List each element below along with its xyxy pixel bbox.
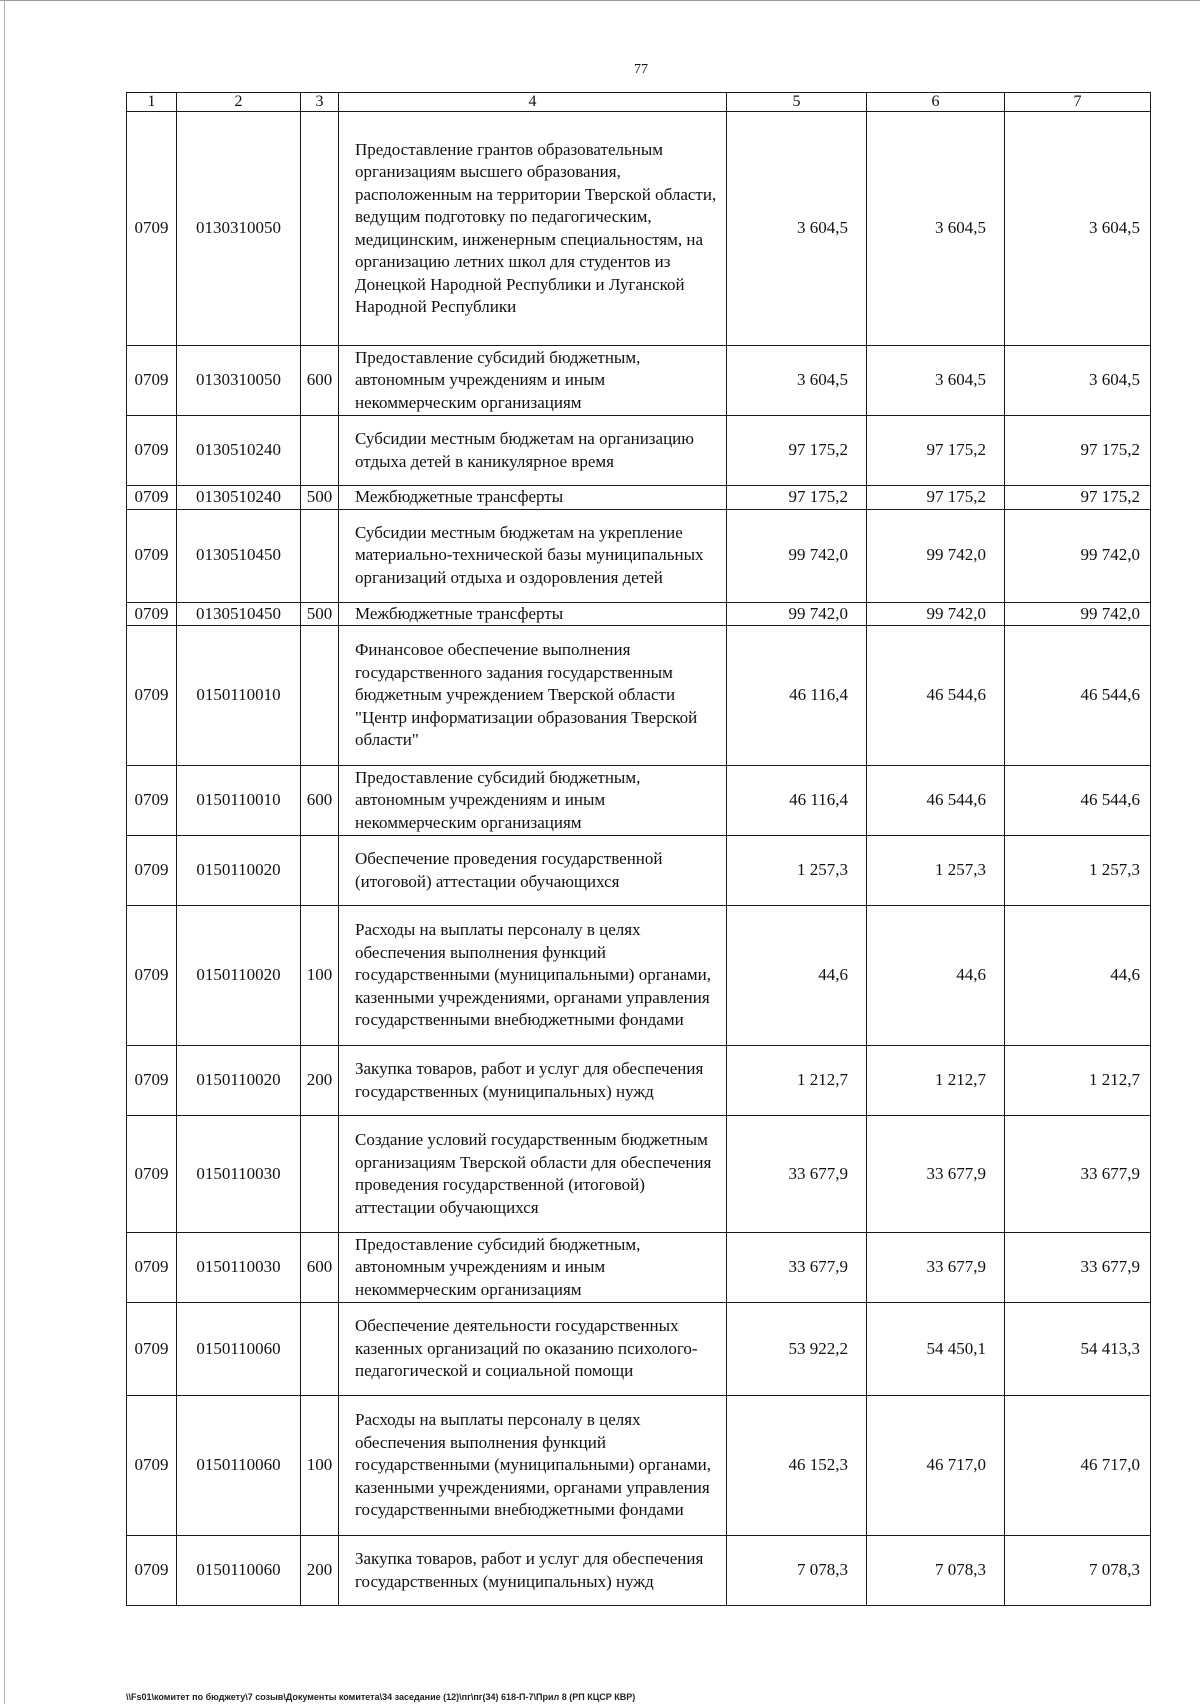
table-row — [127, 1116, 1151, 1233]
section-code-cell: 0709 — [127, 1233, 177, 1303]
amount-col6-cell: 99 742,0 — [867, 509, 1005, 602]
expense-type-cell: 600 — [301, 766, 339, 836]
description-cell: Предоставление грантов образовательным организациям высшего образования, расположенным на территории Тверской области, ведущим подготовку по педагогическим, медицинским, инженерным специальностям, на организацию летних школ для студентов из Донецкой Народной Республики и Луганской Народной Республики — [339, 112, 727, 346]
amount-col5-cell: 33 677,9 — [727, 1116, 867, 1233]
expense-type-cell — [301, 626, 339, 766]
column-header: 5 — [727, 93, 867, 112]
amount-col6-cell: 33 677,9 — [867, 1233, 1005, 1303]
amount-col6-cell: 46 544,6 — [867, 766, 1005, 836]
description-cell: Предоставление субсидий бюджетным, автономным учреждениям и иным некоммерческим организациям — [339, 766, 727, 836]
target-code-cell: 0150110020 — [177, 906, 301, 1046]
section-code-cell: 0709 — [127, 1116, 177, 1233]
amount-col6-cell: 1 212,7 — [867, 1046, 1005, 1116]
description-cell: Обеспечение деятельности государственных казенных организаций по оказанию психолого-педагогической и социальной помощи — [339, 1303, 727, 1396]
target-code-cell: 0130310050 — [177, 112, 301, 346]
budget-table — [126, 92, 1151, 1606]
amount-col6-cell: 33 677,9 — [867, 1116, 1005, 1233]
amount-col7-cell: 46 544,6 — [1005, 626, 1151, 766]
amount-col7-cell: 54 413,3 — [1005, 1303, 1151, 1396]
target-code-cell: 0150110030 — [177, 1116, 301, 1233]
amount-col5-cell: 1 257,3 — [727, 836, 867, 906]
amount-col6-cell: 97 175,2 — [867, 416, 1005, 486]
description-cell: Расходы на выплаты персоналу в целях обеспечения выполнения функций государственными (муниципальными) органами, казенными учреждениями, органами управления государственными внебюджетными фондами — [339, 906, 727, 1046]
expense-type-cell — [301, 509, 339, 602]
column-header: 7 — [1005, 93, 1151, 112]
table-row — [127, 509, 1151, 602]
target-code-cell: 0150110060 — [177, 1536, 301, 1606]
section-code-cell: 0709 — [127, 416, 177, 486]
target-code-cell: 0150110020 — [177, 1046, 301, 1116]
column-header: 4 — [339, 93, 727, 112]
section-code-cell: 0709 — [127, 509, 177, 602]
column-header: 3 — [301, 93, 339, 112]
target-code-cell: 0150110010 — [177, 626, 301, 766]
table-row — [127, 1046, 1151, 1116]
description-cell: Создание условий государственным бюджетным организациям Тверской области для обеспечения проведения государственной (итоговой) аттестации обучающихся — [339, 1116, 727, 1233]
amount-col5-cell: 44,6 — [727, 906, 867, 1046]
description-cell: Предоставление субсидий бюджетным, автономным учреждениям и иным некоммерческим организациям — [339, 346, 727, 416]
target-code-cell: 0150110010 — [177, 766, 301, 836]
table-row — [127, 1303, 1151, 1396]
amount-col7-cell: 99 742,0 — [1005, 509, 1151, 602]
amount-col6-cell: 46 717,0 — [867, 1396, 1005, 1536]
table-row — [127, 1396, 1151, 1536]
description-cell: Обеспечение проведения государственной (итоговой) аттестации обучающихся — [339, 836, 727, 906]
footer-file-path: \\Fs01\комитет по бюджету\7 созыв\Документы комитета\34 заседание (12)\пг\пг(34) 618-П-7\Прил 8 (РП КЦСР КВР) — [126, 1692, 636, 1702]
amount-col6-cell: 7 078,3 — [867, 1536, 1005, 1606]
description-cell: Субсидии местным бюджетам на укрепление материально-технической базы муниципальных организаций отдыха и оздоровления детей — [339, 509, 727, 602]
column-header: 1 — [127, 93, 177, 112]
amount-col7-cell: 33 677,9 — [1005, 1116, 1151, 1233]
section-code-cell: 0709 — [127, 1303, 177, 1396]
target-code-cell: 0150110060 — [177, 1396, 301, 1536]
amount-col6-cell: 97 175,2 — [867, 486, 1005, 510]
table-row — [127, 346, 1151, 416]
table-row — [127, 486, 1151, 510]
amount-col5-cell: 53 922,2 — [727, 1303, 867, 1396]
target-code-cell: 0130510450 — [177, 602, 301, 626]
section-code-cell: 0709 — [127, 112, 177, 346]
amount-col7-cell: 1 212,7 — [1005, 1046, 1151, 1116]
description-cell: Предоставление субсидий бюджетным, автономным учреждениям и иным некоммерческим организациям — [339, 1233, 727, 1303]
table-row — [127, 626, 1151, 766]
section-code-cell: 0709 — [127, 1536, 177, 1606]
amount-col6-cell: 46 544,6 — [867, 626, 1005, 766]
scan-edge-left — [4, 0, 5, 1704]
amount-col6-cell: 44,6 — [867, 906, 1005, 1046]
amount-col5-cell: 97 175,2 — [727, 416, 867, 486]
target-code-cell: 0130510240 — [177, 416, 301, 486]
amount-col6-cell: 3 604,5 — [867, 112, 1005, 346]
section-code-cell: 0709 — [127, 1046, 177, 1116]
target-code-cell: 0130510240 — [177, 486, 301, 510]
target-code-cell: 0130310050 — [177, 346, 301, 416]
amount-col6-cell: 54 450,1 — [867, 1303, 1005, 1396]
description-cell: Межбюджетные трансферты — [339, 602, 727, 626]
expense-type-cell — [301, 836, 339, 906]
section-code-cell: 0709 — [127, 602, 177, 626]
expense-type-cell — [301, 1116, 339, 1233]
amount-col5-cell: 7 078,3 — [727, 1536, 867, 1606]
table-header-row — [127, 93, 1151, 112]
expense-type-cell — [301, 1303, 339, 1396]
target-code-cell: 0150110030 — [177, 1233, 301, 1303]
amount-col7-cell: 99 742,0 — [1005, 602, 1151, 626]
expense-type-cell: 500 — [301, 486, 339, 510]
target-code-cell: 0130510450 — [177, 509, 301, 602]
amount-col7-cell: 33 677,9 — [1005, 1233, 1151, 1303]
amount-col5-cell: 3 604,5 — [727, 112, 867, 346]
description-cell: Расходы на выплаты персоналу в целях обеспечения выполнения функций государственными (муниципальными) органами, казенными учреждениями, органами управления государственными внебюджетными фондами — [339, 1396, 727, 1536]
table-row — [127, 836, 1151, 906]
expense-type-cell: 100 — [301, 906, 339, 1046]
column-header: 2 — [177, 93, 301, 112]
amount-col5-cell: 99 742,0 — [727, 602, 867, 626]
page-number: 77 — [634, 62, 648, 77]
amount-col7-cell: 46 717,0 — [1005, 1396, 1151, 1536]
section-code-cell: 0709 — [127, 1396, 177, 1536]
table-row — [127, 416, 1151, 486]
description-cell: Межбюджетные трансферты — [339, 486, 727, 510]
section-code-cell: 0709 — [127, 486, 177, 510]
amount-col7-cell: 1 257,3 — [1005, 836, 1151, 906]
table-row — [127, 1233, 1151, 1303]
amount-col7-cell: 97 175,2 — [1005, 416, 1151, 486]
amount-col5-cell: 46 116,4 — [727, 626, 867, 766]
section-code-cell: 0709 — [127, 346, 177, 416]
target-code-cell: 0150110060 — [177, 1303, 301, 1396]
description-cell: Финансовое обеспечение выполнения государственного задания государственным бюджетным учреждением Тверской области "Центр информатизации образования Тверской области" — [339, 626, 727, 766]
column-header: 6 — [867, 93, 1005, 112]
amount-col7-cell: 97 175,2 — [1005, 486, 1151, 510]
expense-type-cell — [301, 112, 339, 346]
expense-type-cell — [301, 416, 339, 486]
expense-type-cell: 500 — [301, 602, 339, 626]
amount-col5-cell: 1 212,7 — [727, 1046, 867, 1116]
table-row — [127, 906, 1151, 1046]
amount-col6-cell: 99 742,0 — [867, 602, 1005, 626]
amount-col5-cell: 46 116,4 — [727, 766, 867, 836]
description-cell: Закупка товаров, работ и услуг для обеспечения государственных (муниципальных) нужд — [339, 1046, 727, 1116]
table-row — [127, 766, 1151, 836]
section-code-cell: 0709 — [127, 626, 177, 766]
expense-type-cell: 200 — [301, 1046, 339, 1116]
section-code-cell: 0709 — [127, 766, 177, 836]
amount-col5-cell: 97 175,2 — [727, 486, 867, 510]
amount-col5-cell: 3 604,5 — [727, 346, 867, 416]
amount-col7-cell: 46 544,6 — [1005, 766, 1151, 836]
expense-type-cell: 200 — [301, 1536, 339, 1606]
section-code-cell: 0709 — [127, 836, 177, 906]
amount-col6-cell: 1 257,3 — [867, 836, 1005, 906]
expense-type-cell: 600 — [301, 346, 339, 416]
description-cell: Закупка товаров, работ и услуг для обеспечения государственных (муниципальных) нужд — [339, 1536, 727, 1606]
target-code-cell: 0150110020 — [177, 836, 301, 906]
expense-type-cell: 100 — [301, 1396, 339, 1536]
amount-col7-cell: 3 604,5 — [1005, 112, 1151, 346]
expense-type-cell: 600 — [301, 1233, 339, 1303]
table-row — [127, 1536, 1151, 1606]
scan-edge-top — [0, 0, 1200, 4]
table-row — [127, 602, 1151, 626]
amount-col7-cell: 3 604,5 — [1005, 346, 1151, 416]
table-row — [127, 112, 1151, 346]
amount-col5-cell: 46 152,3 — [727, 1396, 867, 1536]
section-code-cell: 0709 — [127, 906, 177, 1046]
amount-col7-cell: 44,6 — [1005, 906, 1151, 1046]
description-cell: Субсидии местным бюджетам на организацию отдыха детей в каникулярное время — [339, 416, 727, 486]
amount-col7-cell: 7 078,3 — [1005, 1536, 1151, 1606]
amount-col5-cell: 99 742,0 — [727, 509, 867, 602]
amount-col5-cell: 33 677,9 — [727, 1233, 867, 1303]
amount-col6-cell: 3 604,5 — [867, 346, 1005, 416]
